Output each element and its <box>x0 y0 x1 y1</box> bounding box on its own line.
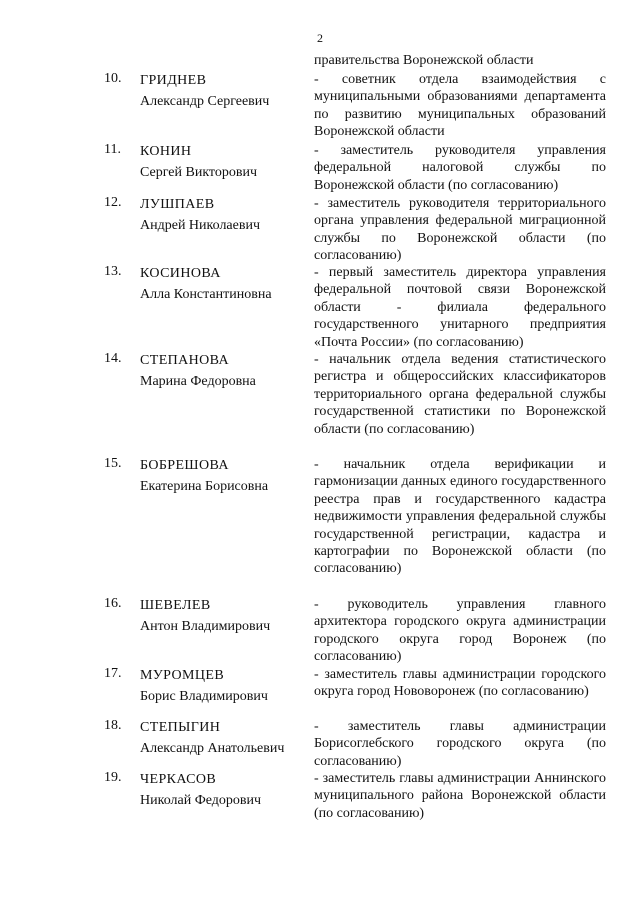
person-name <box>140 456 310 497</box>
person-name <box>140 596 310 637</box>
item-number: 13. <box>104 264 122 279</box>
first-name: Марина Федоровна <box>140 373 256 389</box>
last-name: ЧЕРКАСОВ <box>140 772 217 787</box>
position-description: - советник отдела взаимодействия с муниципальными образованиями департамента по развитию муниципальных образований Воронежской области <box>314 72 606 140</box>
first-name: Борис Владимирович <box>140 688 268 704</box>
last-name: МУРОМЦЕВ <box>140 668 225 683</box>
item-number: 10. <box>104 71 122 86</box>
person-name <box>140 666 310 707</box>
person-name <box>140 770 310 811</box>
position-description: - заместитель главы администрации Аннинского муниципального района Воронежской области (по согласованию) <box>314 771 606 821</box>
first-name: Николай Федорович <box>140 792 262 808</box>
position-description: - заместитель главы администрации городского округа город Нововоронеж (по согласованию) <box>314 667 606 700</box>
position-description: - начальник отдела верификации и гармонизации данных единого государственного реестра прав и государственного кадастра недвижимости управления федеральной службы государственной регистрации, кадастра и картографии по Воронежской области (по согласованию) <box>314 457 606 577</box>
first-name: Алла Константиновна <box>140 286 272 302</box>
position-description: - заместитель руководителя территориального органа управления федеральной миграционной службы по Воронежской области (по согласованию) <box>314 196 606 264</box>
item-number: 19. <box>104 770 122 785</box>
continuation-text: правительства Воронежской области <box>314 53 534 68</box>
last-name: ЛУШПАЕВ <box>140 197 215 212</box>
position-description: - первый заместитель директора управления федеральной почтовой связи Воронежской области - филиала федерального государственного унитарного предприятия «Почта России» (по согласованию) <box>314 265 606 350</box>
position-description: - начальник отдела ведения статистического регистра и общероссийских классификаторов территориального органа федеральной службы государственной статистики по Воронежской области (по согласованию) <box>314 352 606 437</box>
item-number: 15. <box>104 456 122 471</box>
first-name: Александр Сергеевич <box>140 93 270 109</box>
item-number: 14. <box>104 351 122 366</box>
first-name: Александр Анатольевич <box>140 740 285 756</box>
person-name <box>140 264 310 305</box>
position-description: - руководитель управления главного архитектора городского округа администрации городского округа город Воронеж (по согласованию) <box>314 597 606 665</box>
person-name <box>140 351 310 392</box>
first-name: Андрей Николаевич <box>140 217 260 233</box>
item-number: 17. <box>104 666 122 681</box>
last-name: СТЕПАНОВА <box>140 353 230 368</box>
person-name <box>140 142 310 183</box>
first-name: Сергей Викторович <box>140 164 258 180</box>
last-name: ГРИДНЕВ <box>140 73 207 88</box>
last-name: КОНИН <box>140 144 192 159</box>
first-name: Антон Владимирович <box>140 618 271 634</box>
item-number: 12. <box>104 195 122 210</box>
last-name: ШЕВЕЛЕВ <box>140 598 211 613</box>
last-name: БОБРЕШОВА <box>140 458 229 473</box>
first-name: Екатерина Борисовна <box>140 478 269 494</box>
item-number: 16. <box>104 596 122 611</box>
item-number: 11. <box>104 142 121 157</box>
person-name <box>140 718 310 759</box>
position-description: - заместитель руководителя управления федеральной налоговой службы по Воронежской области (по согласованию) <box>314 143 606 193</box>
last-name: СТЕПЫГИН <box>140 720 221 735</box>
item-number: 18. <box>104 718 122 733</box>
last-name: КОСИНОВА <box>140 266 221 281</box>
position-description: - заместитель главы администрации Борисоглебского городского округа (по согласованию) <box>314 719 606 769</box>
person-name <box>140 195 310 236</box>
person-name <box>140 71 310 112</box>
page-number: 2 <box>317 31 323 45</box>
